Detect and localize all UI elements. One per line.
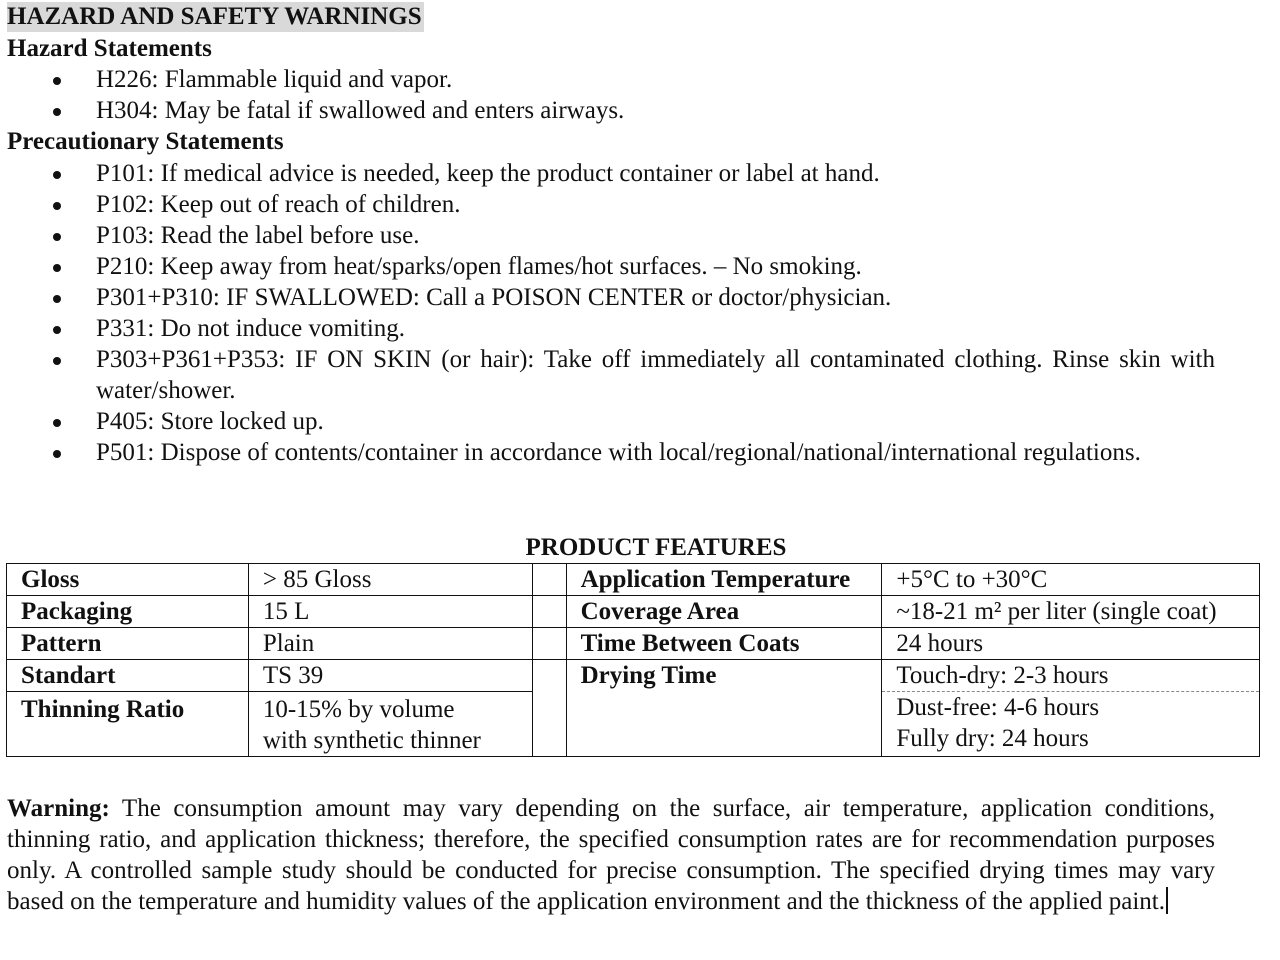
product-features-table bbox=[6, 563, 1260, 757]
bullet-icon bbox=[53, 108, 61, 116]
bullet-icon bbox=[53, 326, 61, 334]
thinning-ratio-line: with synthetic thinner bbox=[262, 727, 481, 754]
table-row bbox=[7, 564, 1260, 596]
section-title: HAZARD AND SAFETY WARNINGS bbox=[7, 3, 422, 30]
precautionary-statements-heading: Precautionary Statements bbox=[7, 128, 284, 155]
bullet-icon bbox=[53, 77, 61, 85]
drying-time-values bbox=[882, 660, 1260, 757]
feature-label: Packaging bbox=[7, 596, 249, 628]
feature-value: TS 39 bbox=[248, 660, 532, 692]
drying-time-touch: Touch-dry: 2-3 hours bbox=[882, 660, 1259, 692]
hazard-statements-heading: Hazard Statements bbox=[7, 35, 212, 62]
feature-label: Application Temperature bbox=[566, 564, 882, 596]
feature-label: Time Between Coats bbox=[566, 628, 882, 660]
text-cursor bbox=[1166, 887, 1168, 914]
warning-label: Warning: bbox=[7, 795, 110, 822]
list-item bbox=[0, 189, 1260, 220]
bullet-icon bbox=[53, 264, 61, 272]
precautionary-statement-text: P331: Do not induce vomiting. bbox=[96, 315, 406, 342]
precautionary-statement-text: P103: Read the label before use. bbox=[96, 222, 420, 249]
spacer-cell bbox=[532, 628, 566, 660]
bullet-icon bbox=[53, 419, 61, 427]
list-item bbox=[0, 344, 1260, 406]
list-item bbox=[0, 313, 1260, 344]
feature-value bbox=[248, 692, 532, 757]
feature-label: Drying Time bbox=[566, 660, 882, 757]
precautionary-statement-text: P303+P361+P353: IF ON SKIN (or hair): Take off immediately all contaminated clothing. Rinse skin with water/shower. bbox=[96, 346, 1215, 404]
bullet-icon bbox=[53, 233, 61, 241]
feature-value: 15 L bbox=[248, 596, 532, 628]
hazard-statements-list bbox=[0, 64, 1260, 126]
list-item bbox=[0, 251, 1260, 282]
spacer-cell bbox=[532, 660, 566, 757]
feature-value: +5°C to +30°C bbox=[882, 564, 1260, 596]
feature-label: Standart bbox=[7, 660, 249, 692]
precautionary-statement-text: P102: Keep out of reach of children. bbox=[96, 191, 461, 218]
precautionary-statement-text: P210: Keep away from heat/sparks/open flames/hot surfaces. – No smoking. bbox=[96, 253, 862, 280]
drying-time-dust: Dust-free: 4-6 hours bbox=[896, 694, 1100, 721]
precautionary-statement-text: P101: If medical advice is needed, keep the product container or label at hand. bbox=[96, 160, 880, 187]
feature-label: Thinning Ratio bbox=[7, 692, 249, 757]
spacer-cell bbox=[532, 564, 566, 596]
table-row bbox=[7, 660, 1260, 692]
warning-text: The consumption amount may vary depending on the surface, air temperature, application conditions, thinning ratio, and application thickness; therefore, the specified consumption rates are for recommendation purposes only. A controlled sample study should be conducted for precise consumption. The specified drying times may vary based on the temperature and humidity values of the application environment and the thickness of the applied paint. bbox=[7, 795, 1215, 915]
precautionary-statement-text: P405: Store locked up. bbox=[96, 408, 324, 435]
list-item bbox=[0, 282, 1260, 313]
drying-time-full: Fully dry: 24 hours bbox=[896, 725, 1089, 752]
list-item bbox=[0, 220, 1260, 251]
list-item bbox=[0, 437, 1260, 468]
feature-label: Coverage Area bbox=[566, 596, 882, 628]
list-item bbox=[0, 95, 1260, 126]
spacer-cell bbox=[532, 596, 566, 628]
table-row bbox=[7, 628, 1260, 660]
precautionary-statement-text: P501: Dispose of contents/container in accordance with local/regional/national/international regulations. bbox=[96, 439, 1141, 466]
feature-value: 24 hours bbox=[882, 628, 1260, 660]
warning-paragraph bbox=[7, 793, 1215, 917]
precautionary-statements-list bbox=[0, 158, 1260, 468]
bullet-icon bbox=[53, 202, 61, 210]
thinning-ratio-line: 10-15% by volume bbox=[262, 696, 455, 723]
feature-label: Gloss bbox=[7, 564, 249, 596]
table-row bbox=[7, 596, 1260, 628]
precautionary-statement-text: P301+P310: IF SWALLOWED: Call a POISON CENTER or doctor/physician. bbox=[96, 284, 892, 311]
bullet-icon bbox=[53, 357, 61, 365]
feature-value: Plain bbox=[248, 628, 532, 660]
bullet-icon bbox=[53, 450, 61, 458]
list-item bbox=[0, 158, 1260, 189]
feature-value: > 85 Gloss bbox=[248, 564, 532, 596]
product-features-title: PRODUCT FEATURES bbox=[525, 534, 787, 561]
list-item bbox=[0, 64, 1260, 95]
bullet-icon bbox=[53, 295, 61, 303]
bullet-icon bbox=[53, 171, 61, 179]
list-item bbox=[0, 406, 1260, 437]
feature-value: ~18-21 m² per liter (single coat) bbox=[882, 596, 1260, 628]
feature-label: Pattern bbox=[7, 628, 249, 660]
hazard-statement-text: H226: Flammable liquid and vapor. bbox=[96, 66, 453, 93]
hazard-statement-text: H304: May be fatal if swallowed and enters airways. bbox=[96, 97, 625, 124]
